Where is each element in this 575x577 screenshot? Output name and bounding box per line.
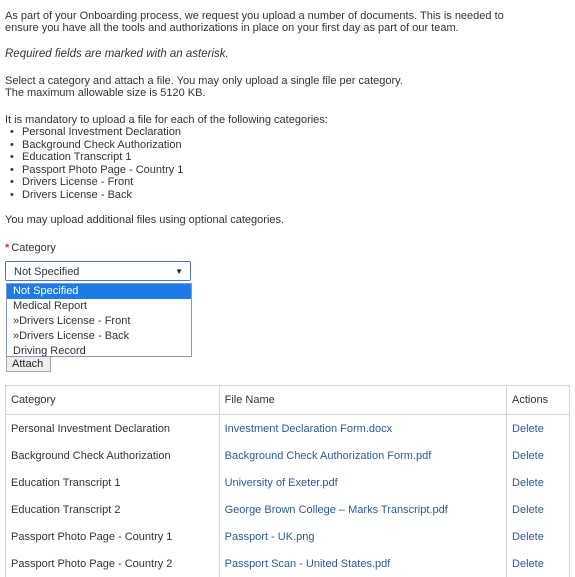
instructions-line-2: The maximum allowable size is 5120 KB. bbox=[5, 87, 206, 99]
category-option-drivers-license-front[interactable]: »Drivers License - Front bbox=[13, 315, 131, 327]
instructions-line-1: Select a category and attach a file. You may only upload a single file per category. bbox=[5, 75, 403, 87]
required-note: Required fields are marked with an asterisk. bbox=[5, 48, 229, 60]
row-category: Passport Photo Page - Country 1 bbox=[6, 523, 220, 550]
file-name-link[interactable]: University of Exeter.pdf bbox=[219, 469, 506, 496]
delete-link[interactable]: Delete bbox=[507, 415, 570, 443]
file-name-link[interactable]: Passport Scan - United States.pdf bbox=[219, 550, 506, 577]
delete-link[interactable]: Delete bbox=[507, 469, 570, 496]
table-row bbox=[6, 442, 570, 469]
category-select-value: Not Specified bbox=[14, 266, 80, 278]
table-row bbox=[6, 469, 570, 496]
optional-note: You may upload additional files using optional categories. bbox=[5, 214, 285, 226]
delete-link[interactable]: Delete bbox=[507, 496, 570, 523]
required-asterisk: * bbox=[5, 242, 10, 254]
category-label-text: Category bbox=[11, 242, 56, 254]
file-name-link[interactable]: George Brown College – Marks Transcript.pdf bbox=[219, 496, 506, 523]
table-row bbox=[6, 523, 570, 550]
column-header-category: Category bbox=[6, 386, 220, 415]
mandatory-category-list bbox=[9, 126, 183, 201]
row-category: Education Transcript 2 bbox=[6, 496, 220, 523]
list-item: • Drivers License - Back bbox=[9, 189, 183, 202]
file-name-link[interactable]: Investment Declaration Form.docx bbox=[219, 415, 506, 443]
category-dropdown-list[interactable] bbox=[6, 283, 192, 357]
delete-link[interactable]: Delete bbox=[507, 523, 570, 550]
list-item: • Passport Photo Page - Country 1 bbox=[9, 164, 183, 177]
table-header-row bbox=[6, 386, 570, 415]
list-item: • Education Transcript 1 bbox=[9, 151, 183, 164]
row-category: Personal Investment Declaration bbox=[6, 415, 220, 443]
category-option-medical-report[interactable]: Medical Report bbox=[13, 300, 87, 312]
delete-link[interactable]: Delete bbox=[507, 442, 570, 469]
column-header-actions: Actions bbox=[507, 386, 570, 415]
uploaded-files-table bbox=[5, 385, 570, 577]
category-option-driving-record[interactable]: Driving Record bbox=[13, 345, 86, 357]
category-select[interactable] bbox=[5, 261, 191, 281]
category-field-label bbox=[5, 242, 56, 255]
category-option-drivers-license-back[interactable]: »Drivers License - Back bbox=[13, 330, 130, 342]
attach-button[interactable]: Attach bbox=[6, 356, 51, 372]
list-item: • Drivers License - Front bbox=[9, 176, 183, 189]
file-name-link[interactable]: Background Check Authorization Form.pdf bbox=[219, 442, 506, 469]
list-item: • Background Check Authorization bbox=[9, 139, 183, 152]
category-option-not-specified[interactable]: Not Specified bbox=[7, 284, 191, 299]
list-item: • Personal Investment Declaration bbox=[9, 126, 183, 139]
mandatory-heading: It is mandatory to upload a file for each of the following categories: bbox=[5, 114, 328, 126]
row-category: Background Check Authorization bbox=[6, 442, 220, 469]
row-category: Passport Photo Page - Country 2 bbox=[6, 550, 220, 577]
chevron-down-icon: ▼ bbox=[175, 267, 183, 276]
table-row bbox=[6, 496, 570, 523]
intro-line-2: ensure you have all the tools and authorizations in place on your first day as part of our team. bbox=[5, 22, 459, 34]
table-row bbox=[6, 415, 570, 443]
intro-line-1: As part of your Onboarding process, we request you upload a number of documents. This is needed to bbox=[5, 10, 504, 22]
file-name-link[interactable]: Passport - UK.png bbox=[219, 523, 506, 550]
delete-link[interactable]: Delete bbox=[507, 550, 570, 577]
row-category: Education Transcript 1 bbox=[6, 469, 220, 496]
column-header-file-name: File Name bbox=[219, 386, 506, 415]
